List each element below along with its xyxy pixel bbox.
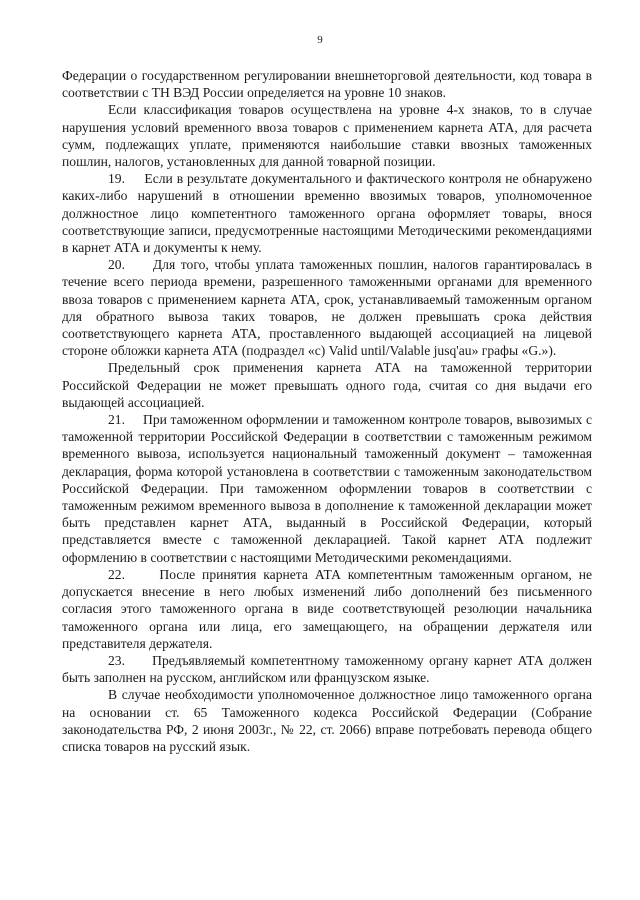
paragraph-continuation [62, 67, 592, 101]
paragraph-number: 23. [108, 652, 125, 668]
paragraph-classification [62, 101, 592, 170]
paragraph-text: Предъявляемый компетентному таможенному органу карнет АТА должен быть заполнен на русском, английском или французском языке. [62, 652, 592, 686]
paragraph-text: После принятия карнета АТА компетентным таможенным органом, не допускается внесение в него любых изменений либо дополнений без письменного согласия этого таможенного органа в виде соответствующей резолюции начальника таможенного органа или лица, его замещающего, на обращении держателя или представителя держателя. [62, 566, 592, 651]
paragraph-translation [62, 686, 592, 755]
paragraph-text: Если в результате документального и фактического контроля не обнаружено каких-либо нарушений в отношении временно ввозимых товаров, уполномоченное должностное лицо компетентного таможенного органа оформляет товары, внося соответствующие записи, предусмотренные настоящими Методическими рекомендациями в карнет АТА и документы к нему. [62, 171, 592, 256]
paragraph-number: 21. [108, 412, 125, 428]
paragraph-text: Если классификация товаров осуществлена на уровне 4-х знаков, то в случае нарушения условий временного ввоза товаров с применением карнета АТА, для расчета сумм, подлежащих уплате, применяются наибольшие ставки ввозных таможенных пошлин, налогов, установленных для данной товарной позиции. [62, 102, 592, 170]
paragraph-20 [62, 256, 592, 359]
paragraph-text: В случае необходимости уполномоченное должностное лицо таможенного органа на основании ст. 65 Таможенного кодекса Российской Федерации (Собрание законодательства РФ, 2 июня 2003г., № 22, ст. 2066) вправе потребовать перевода общего списка товаров на русский язык. [62, 687, 592, 754]
paragraph-number: 19. [108, 171, 125, 187]
paragraph-number: 22. [108, 566, 125, 582]
paragraph-text: При таможенном оформлении и таможенном контроле товаров, вывозимых с таможенной территории Российской Федерации в соответствии с таможенным режимом временного вывоза, используется национальный таможенный документ – таможенная декларация, форма которой установлена в соответствии с таможенным законодательством Российской Федерации. При таможенном оформлении товаров в соответствии с таможенным режимом временного вывоза в дополнение к таможенной декларации может быть представлен карнет АТА, выданный в Российской Федерации, который представляется вместе с таможенной декларацией. Такой карнет АТА подлежит оформлению в соответствии с настоящими Методическими рекомендациями. [62, 412, 592, 565]
paragraph-19 [62, 170, 592, 256]
page-number: 9 [317, 34, 323, 46]
paragraph-time-limit [62, 359, 592, 411]
document-body [62, 67, 592, 755]
paragraph-text: Предельный срок применения карнета АТА на таможенной территории Российской Федерации не может превышать одного года, считая со дня выдачи его выдающей ассоциацией. [62, 360, 592, 410]
paragraph-23 [62, 652, 592, 686]
paragraph-number: 20. [108, 257, 125, 273]
paragraph-text: Для того, чтобы уплата таможенных пошлин, налогов гарантировалась в течение всего периода времени, разрешенного таможенными органами для временного ввоза товаров с применением карнета АТА, срок, устанавливаемый таможенным органом для обратного вывоза таких товаров, не должен превышать срока действия соответствующего карнета АТА, проставленного выдающей ассоциацией на лицевой стороне обложки карнета АТА (подраздел «с) Valid until/Valable jusq'au» графы «G.»). [62, 257, 592, 359]
paragraph-22 [62, 566, 592, 652]
paragraph-21 [62, 411, 592, 566]
paragraph-text: Федерации о государственном регулировании внешнеторговой деятельности, код товара в соответствии с ТН ВЭД России определяется на уровне 10 знаков. [62, 68, 592, 101]
